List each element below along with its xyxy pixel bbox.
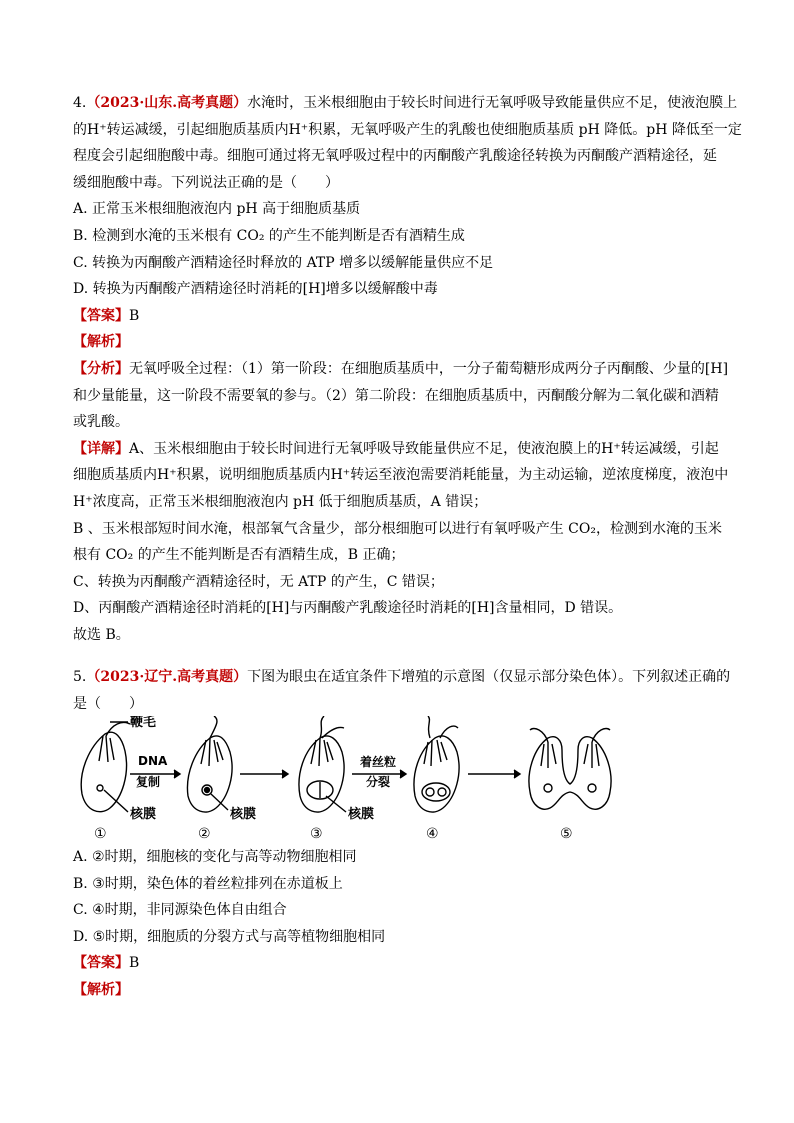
question-number: 4. xyxy=(73,95,87,111)
label-nuclear-membrane-2: 核膜 xyxy=(230,807,257,822)
stage-2: ② xyxy=(198,826,211,842)
option-a: A. ②时期，细胞核的变化与高等动物细胞相同 xyxy=(73,849,357,865)
label-nuclear-membrane-1: 核膜 xyxy=(130,807,157,822)
question-5-stem-line: 5.（2023·辽宁.高考真题）下图为眼虫在适宜条件下增殖的示意图（仅显示部分染色体）。下列叙述正确的 xyxy=(73,669,731,685)
euglena-cell-1 xyxy=(81,723,130,812)
option-b: B. 检测到水淹的玉米根有 CO₂ 的产生不能判断是否有酒精生成 xyxy=(73,227,465,244)
xiangjie-line: B 、玉米根部短时间水淹，根部氧气含量少，部分根细胞可以进行有氧呼吸产生 CO₂，检测到水淹的玉米 xyxy=(73,520,722,537)
question-4 xyxy=(73,90,742,648)
label-nuclear-membrane-3: 核膜 xyxy=(348,807,375,822)
question-source: （2023·山东.高考真题） xyxy=(86,95,248,111)
xiangjie-line: 故选 B。 xyxy=(73,626,130,643)
euglena-cell-4 xyxy=(414,716,459,812)
option-a: A. 正常玉米根细胞液泡内 pH 高于细胞质基质 xyxy=(73,201,361,218)
xiangjie-line: C、转换为丙酮酸产酒精途径时，无 ATP 的产生，C 错误； xyxy=(73,573,444,590)
xiangjie-tag: 【详解】 xyxy=(73,440,129,457)
analysis-tag: 【解析】 xyxy=(73,334,129,351)
label-centromere: 着丝粒 xyxy=(360,755,397,769)
stage-1: ① xyxy=(94,826,107,842)
option-c: C. ④时期，非同源染色体自由组合 xyxy=(73,902,287,919)
answer-tag: 【答案】 xyxy=(73,955,129,972)
question-4-stem-line: 的H⁺转运减缓，引起细胞质基质内H⁺积累，无氧呼吸产生的乳酸也使细胞质基质 pH 降低。pH 降低至一定 xyxy=(73,121,742,138)
stage-5: ⑤ xyxy=(560,826,573,842)
label-division: 分裂 xyxy=(366,775,391,789)
answer-tag: 【答案】 xyxy=(73,307,129,324)
question-4-stem-line: 4.（2023·山东.高考真题）水淹时，玉米根细胞由于较长时间进行无氧呼吸导致能量供应不足，使液泡膜上 xyxy=(73,95,738,111)
fenxi-tag: 【分析】 xyxy=(73,360,129,377)
question-5-options xyxy=(73,844,723,1004)
answer-value: B xyxy=(129,307,140,324)
euglena-cell-3 xyxy=(299,716,344,812)
xiangjie-line: D、丙酮酸产酒精途径时消耗的[H]与丙酮酸产乳酸途径时消耗的[H]含量相同，D 错误。 xyxy=(73,600,623,617)
euglena-cell-5 xyxy=(529,729,611,810)
xiangjie-line: 根有 CO₂ 的产生不能判断是否有酒精生成，B 正确； xyxy=(73,547,405,564)
label-flagellum: 鞭毛 xyxy=(130,716,157,730)
euglena-cell-2 xyxy=(187,716,232,812)
question-number: 5. xyxy=(73,669,87,685)
answer-line xyxy=(73,950,723,977)
option-d: D. 转换为丙酮酸产酒精途径时消耗的[H]增多以缓解酸中毒 xyxy=(73,281,438,298)
fenxi-line: 和少量能量，这一阶段不需要氧的参与。（2）第二阶段：在细胞质基质中，丙酮酸分解为二氧化碳和酒精 xyxy=(73,387,719,404)
xiangjie-line: H⁺浓度高，正常玉米根细胞液泡内 pH 低于细胞质基质，A 错误； xyxy=(73,493,488,510)
question-5 xyxy=(73,664,731,717)
question-4-stem-line: 缓细胞酸中毒。下列说法正确的是（ ） xyxy=(73,174,339,191)
option-d: D. ⑤时期，细胞质的分裂方式与高等植物细胞相同 xyxy=(73,928,386,945)
xiangjie-line: 细胞质基质内H⁺积累，说明细胞质基质内H⁺转运至液泡需要消耗能量，为主动运输，逆浓度梯度，液泡中 xyxy=(73,467,729,484)
analysis-tag: 【解析】 xyxy=(73,981,129,998)
euglena-division-figure xyxy=(70,716,630,842)
question-4-stem-line: 程度会引起细胞酸中毒。细胞可通过将无氧呼吸过程中的丙酮酸产乳酸途径转换为丙酮酸产酒精途径，延 xyxy=(73,148,717,165)
fenxi-line: 【分析】无氧呼吸全过程：（1）第一阶段：在细胞质基质中，一分子葡萄糖形成两分子丙酮酸、少量的[H] xyxy=(73,360,729,377)
stage-4: ④ xyxy=(426,826,439,842)
stage-3: ③ xyxy=(310,826,323,842)
fenxi-line: 或乳酸。 xyxy=(73,414,129,431)
option-b: B. ③时期，染色体的着丝粒排列在赤道板上 xyxy=(73,875,343,892)
label-dna: DNA xyxy=(138,754,168,768)
xiangjie-line: 【详解】A、玉米根细胞由于较长时间进行无氧呼吸导致能量供应不足，使液泡膜上的H⁺转运减缓，引起 xyxy=(73,440,719,457)
option-c: C. 转换为丙酮酸产酒精途径时释放的 ATP 增多以缓解能量供应不足 xyxy=(73,254,494,271)
question-source: （2023·辽宁.高考真题） xyxy=(86,669,248,685)
label-replication: 复制 xyxy=(136,775,161,789)
answer-line xyxy=(73,303,723,330)
question-5-stem-line: 是（ ） xyxy=(73,695,143,712)
answer-value: B xyxy=(129,955,140,972)
